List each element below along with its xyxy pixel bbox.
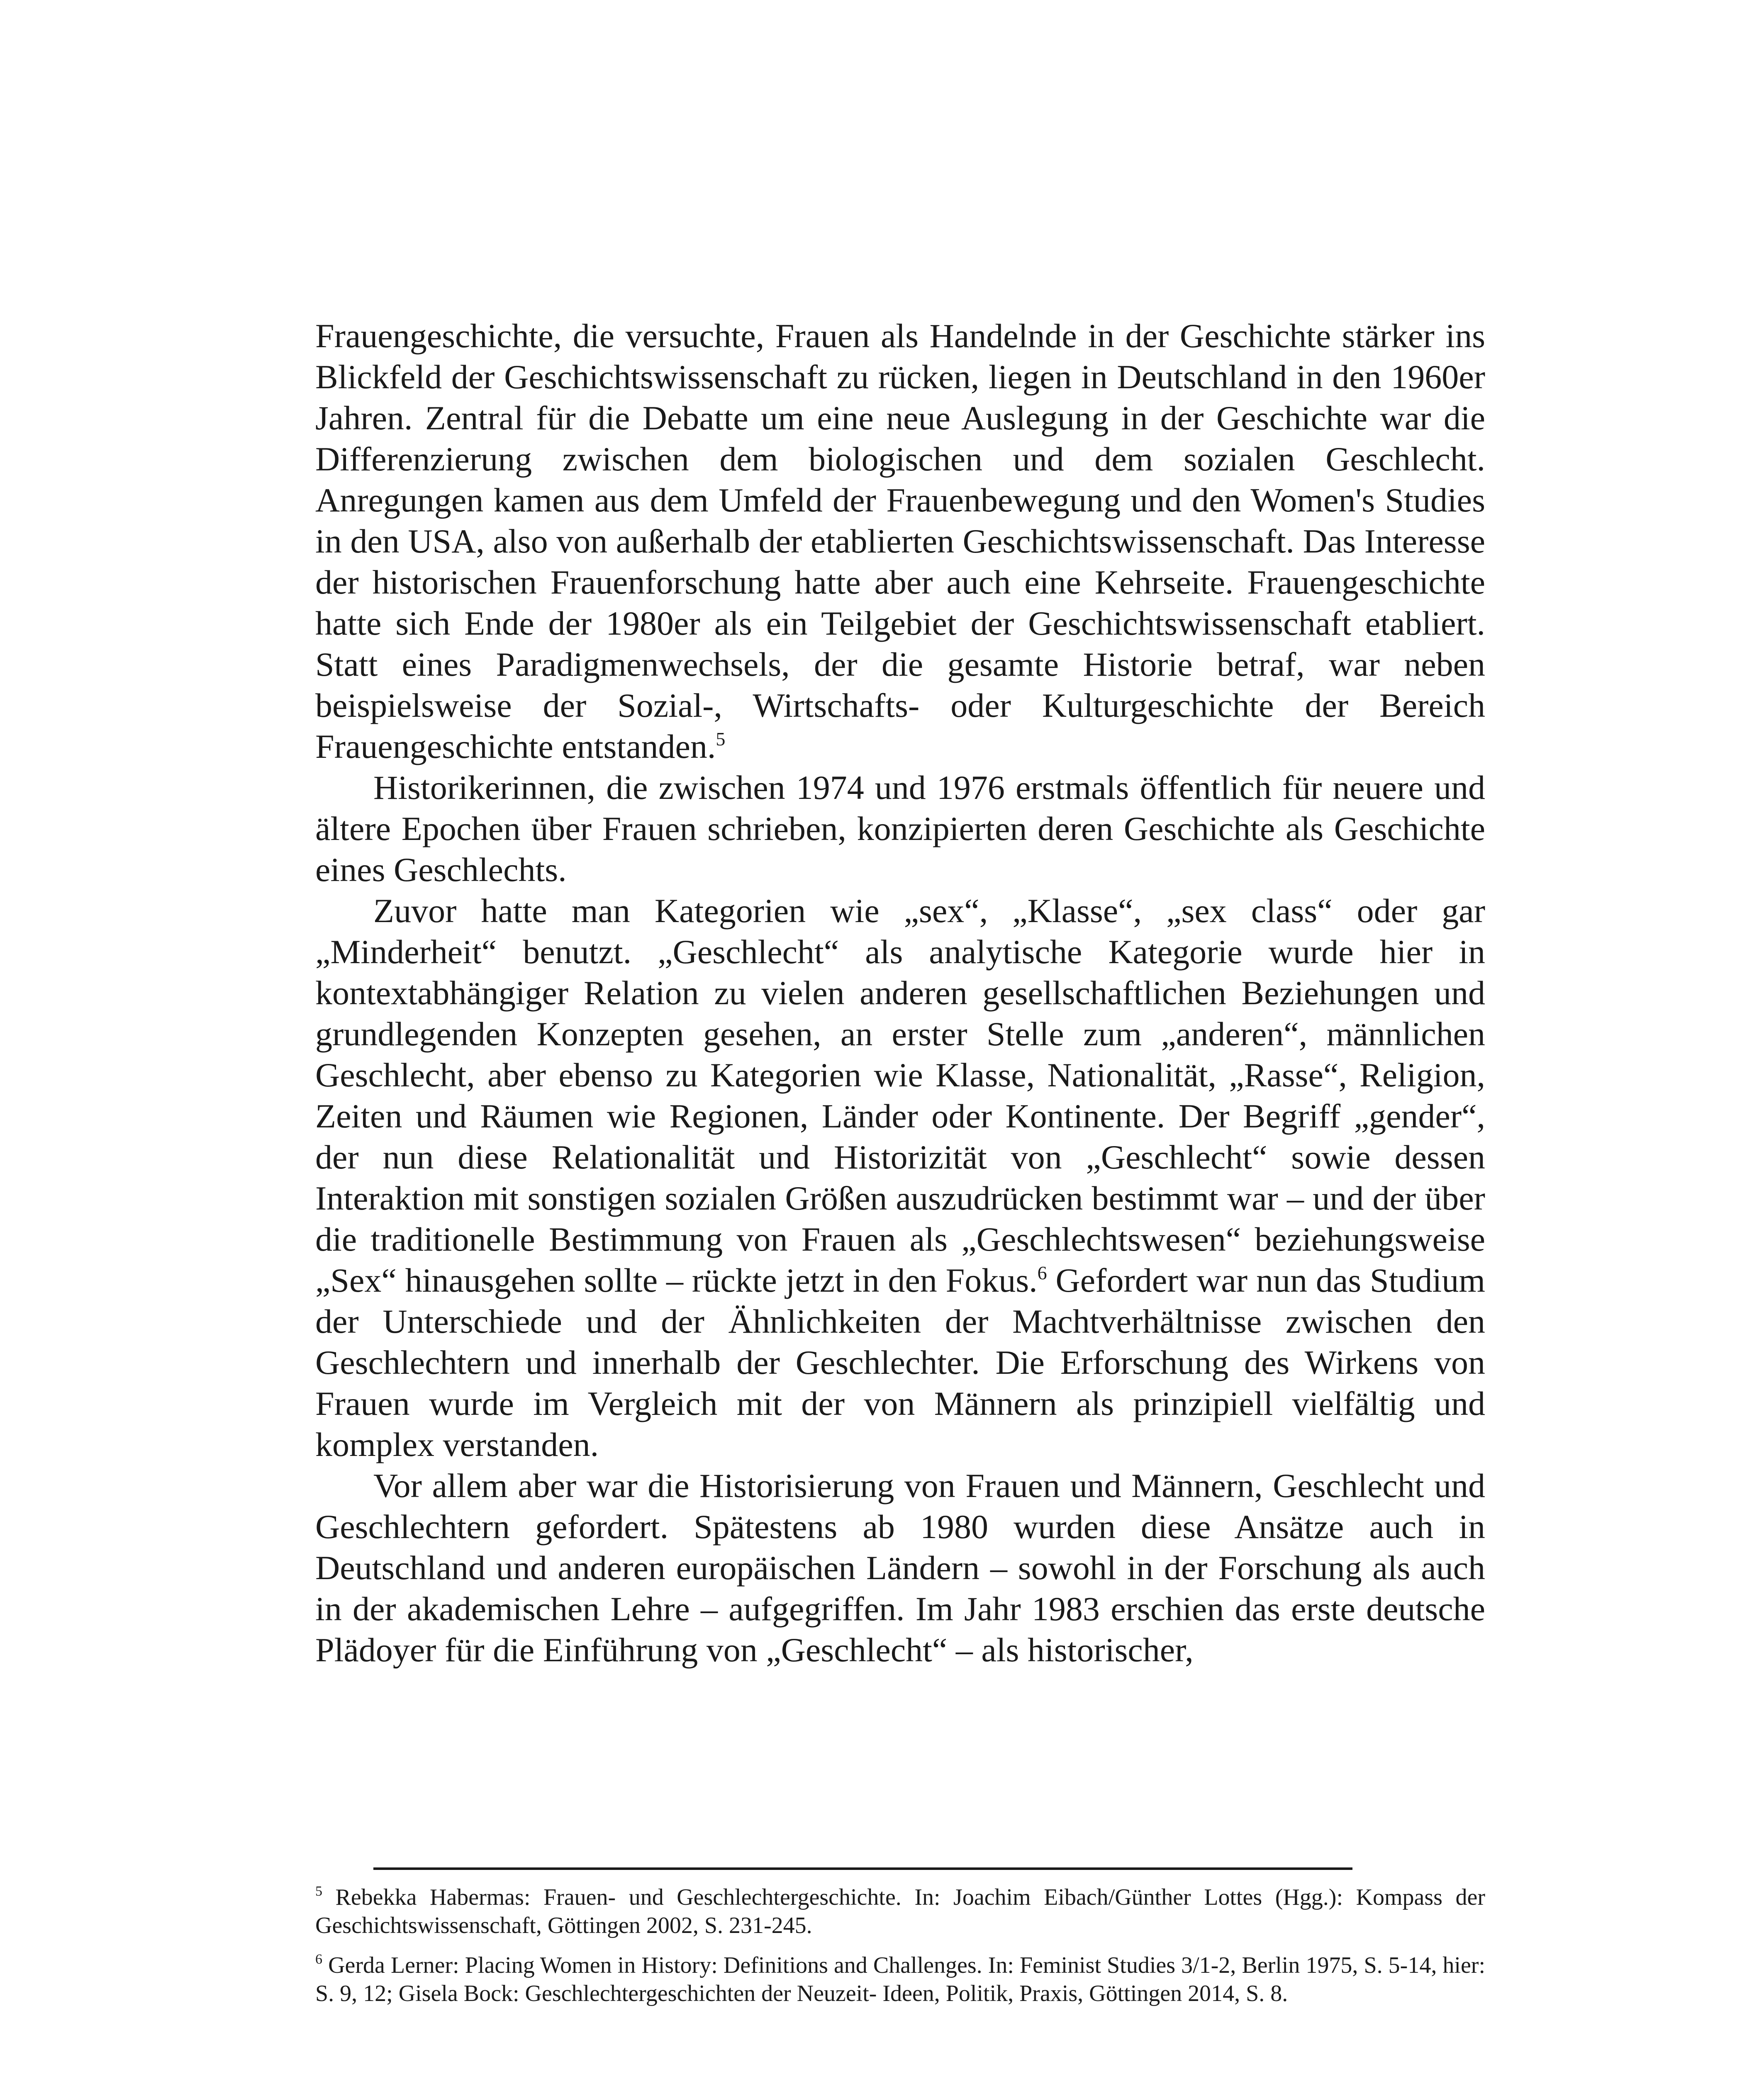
- paragraph-3-text-a: Zuvor hatte man Kategorien wie „sex“, „Klasse“, „sex class“ oder gar „Minderheit“ benutzt. „Geschlecht“ als analytische Kategorie wurde hier in kontextabhängiger Relation zu vielen anderen gesellschaftlichen Beziehungen und grundlegenden Konzepten gesehen, an erster Stelle zum „anderen“, männlichen Geschlecht, aber ebenso zu Kategorien wie Klasse, Nationalität, „Rasse“, Religion, Zeiten und Räumen wie Regionen, Länder oder Kontinente. Der Begriff „gender“, der nun diese Relationalität und Historizität von „Geschlecht“ sowie dessen Interaktion mit sonstigen sozialen Größen auszudrücken bestimmt war – und der über die traditionelle Bestimmung von Frauen als „Geschlechtswesen“ beziehungsweise „Sex“ hinausgehen sollte – rückte jetzt in den Fokus.: [315, 892, 1485, 1299]
- paragraph-4-text: Vor allem aber war die Historisierung von Frauen und Männern, Geschlecht und Geschlechtern gefordert. Spätestens ab 1980 wurden diese Ansätze auch in Deutschland und anderen europäischen Ländern – sowohl in der Forschung als auch in der akademischen Lehre – aufgegriffen. Im Jahr 1983 erschien das erste deutsche Plädoyer für die Einführung von „Geschlecht“ – als historischer,: [315, 1467, 1485, 1669]
- footnote-ref-6[interactable]: 6: [1037, 1262, 1047, 1283]
- paragraph-3-text-b: Gefordert war nun das Studium der Unterschiede und der Ähnlichkeiten der Machtverhältnisse zwischen den Geschlechtern und innerhalb der Geschlechter. Die Erforschung des Wirkens von Frauen wurde im Vergleich mit der von Männern als prinzipiell vielfältig und komplex verstanden.: [315, 1261, 1485, 1463]
- footnote-5-text: Rebekka Habermas: Frauen- und Geschlechtergeschichte. In: Joachim Eibach/Günther Lottes (Hgg.): Kompass der Geschichtswissenschaft, Göttingen 2002, S. 231-245.: [315, 1884, 1485, 1938]
- footnote-5: [315, 1883, 1485, 1940]
- footnote-6-number: 6: [315, 1952, 322, 1967]
- paragraph-2: [315, 767, 1485, 890]
- footnotes: [315, 1883, 1485, 2019]
- footnote-5-number: 5: [315, 1884, 322, 1899]
- paragraph-4: [315, 1465, 1485, 1670]
- paragraph-1-text: Frauengeschichte, die versuchte, Frauen als Handelnde in der Geschichte stärker ins Blickfeld der Geschichtswissenschaft zu rücken, liegen in Deutschland in den 1960er Jahren. Zentral für die Debatte um eine neue Auslegung in der Geschichte war die Differenzierung zwischen dem biologischen und dem sozialen Geschlecht. Anregungen kamen aus dem Umfeld der Frauenbewegung und den Women's Studies in den USA, also von außerhalb der etablierten Geschichtswissenschaft. Das Interesse der historischen Frauenforschung hatte aber auch eine Kehrseite. Frauengeschichte hatte sich Ende der 1980er als ein Teilgebiet der Geschichtswissenschaft etabliert. Statt eines Paradigmenwechsels, der die gesamte Historie betraf, war neben beispielsweise der Sozial-, Wirtschafts- oder Kulturgeschichte der Bereich Frauengeschichte entstanden.: [315, 317, 1485, 765]
- paragraph-2-text: Historikerinnen, die zwischen 1974 und 1976 erstmals öffentlich für neuere und ältere Epochen über Frauen schrieben, konzipierten deren Geschichte als Geschichte eines Geschlechts.: [315, 769, 1485, 889]
- footnote-ref-5[interactable]: 5: [716, 728, 726, 750]
- footnote-separator: [373, 1867, 1352, 1870]
- body-text: [315, 315, 1485, 1670]
- footnote-6: [315, 1951, 1485, 2008]
- footnote-6-text: Gerda Lerner: Placing Women in History: Definitions and Challenges. In: Feminist Studies 3/1-2, Berlin 1975, S. 5-14, hier: S. 9, 12; Gisela Bock: Geschlechtergeschichten der Neuzeit- Ideen, Politik, Praxis, Göttingen 2014, S. 8.: [315, 1952, 1486, 2006]
- paragraph-3: [315, 890, 1485, 1465]
- paragraph-1: [315, 315, 1485, 767]
